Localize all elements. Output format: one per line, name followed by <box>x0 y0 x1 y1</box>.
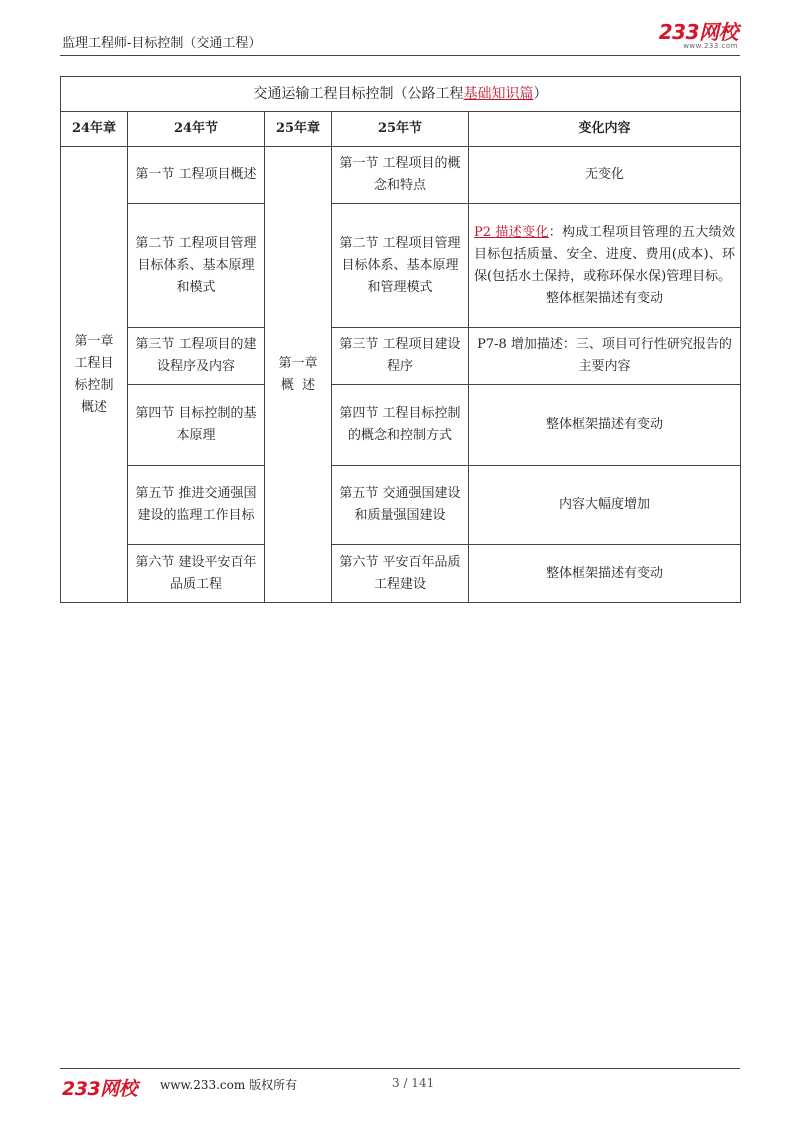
change-description: ：构成工程项目管理的五大绩效目标包括质量、安全、进度、费用(成本)、环保(包括水土保持，或称环保水保)管理目标。 <box>474 224 735 284</box>
footer-divider <box>60 1068 740 1069</box>
section-25-cell: 第二节 工程项目管理目标体系、基本原理和管理模式 <box>332 204 469 328</box>
table-row <box>61 147 741 204</box>
table-title <box>61 77 741 112</box>
footer-copyright: www.233.com 版权所有 <box>160 1078 298 1092</box>
header-chapter-25: 25年章 <box>265 112 332 147</box>
logo-url: www.233.com <box>683 42 738 50</box>
table-title-suffix: ） <box>533 86 548 102</box>
section-24-cell: 第四节 目标控制的基本原理 <box>128 385 265 466</box>
table-title-prefix: 交通运输工程目标控制（公路工程 <box>253 86 464 102</box>
header-change: 变化内容 <box>469 112 741 147</box>
header-chapter-24: 24年章 <box>61 112 128 147</box>
change-page-link[interactable]: P2 描述变化 <box>474 224 549 240</box>
change-cell: 整体框架描述有变动 <box>469 385 741 466</box>
table-row <box>61 545 741 603</box>
change-comparison-table <box>60 76 741 603</box>
table-title-link[interactable]: 基础知识篇 <box>463 86 534 102</box>
table-header-row <box>61 112 741 147</box>
section-24-cell: 第六节 建设平安百年品质工程 <box>128 545 265 603</box>
section-24-cell: 第五节 推进交通强国建设的监理工作目标 <box>128 466 265 545</box>
table-row <box>61 328 741 385</box>
chapter-25-cell: 第一章概 述 <box>265 147 332 603</box>
section-25-cell: 第一节 工程项目的概念和特点 <box>332 147 469 204</box>
change-cell: 无变化 <box>469 147 741 204</box>
table-row <box>61 204 741 328</box>
table-row <box>61 385 741 466</box>
section-25-cell: 第六节 平安百年品质工程建设 <box>332 545 469 603</box>
table-row <box>61 466 741 545</box>
header-section-24: 24年节 <box>128 112 265 147</box>
table-title-row <box>61 77 741 112</box>
change-cell: 内容大幅度增加 <box>469 466 741 545</box>
brand-logo[interactable] <box>659 22 738 50</box>
section-24-cell: 第三节 工程项目的建设程序及内容 <box>128 328 265 385</box>
header-section-25: 25年节 <box>332 112 469 147</box>
section-25-cell: 第三节 工程项目建设程序 <box>332 328 469 385</box>
section-24-cell: 第一节 工程项目概述 <box>128 147 265 204</box>
document-header-title: 监理工程师-目标控制（交通工程） <box>62 36 262 51</box>
chapter-24-cell: 第一章工程目标控制概述 <box>61 147 128 603</box>
footer-logo[interactable]: 233网校 <box>62 1078 138 1100</box>
header-divider <box>60 55 740 56</box>
change-cell: P7-8 增加描述：三、项目可行性研究报告的主要内容 <box>469 328 741 385</box>
change-cell: 整体框架描述有变动 <box>469 545 741 603</box>
change-note: 整体框架描述有变动 <box>545 290 663 306</box>
page-number: 3 / 141 <box>392 1076 435 1090</box>
change-cell <box>469 204 741 328</box>
section-25-cell: 第四节 工程目标控制的概念和控制方式 <box>332 385 469 466</box>
section-24-cell: 第二节 工程项目管理目标体系、基本原理和模式 <box>128 204 265 328</box>
logo-mark: 233网校 <box>658 20 738 44</box>
section-25-cell: 第五节 交通强国建设和质量强国建设 <box>332 466 469 545</box>
